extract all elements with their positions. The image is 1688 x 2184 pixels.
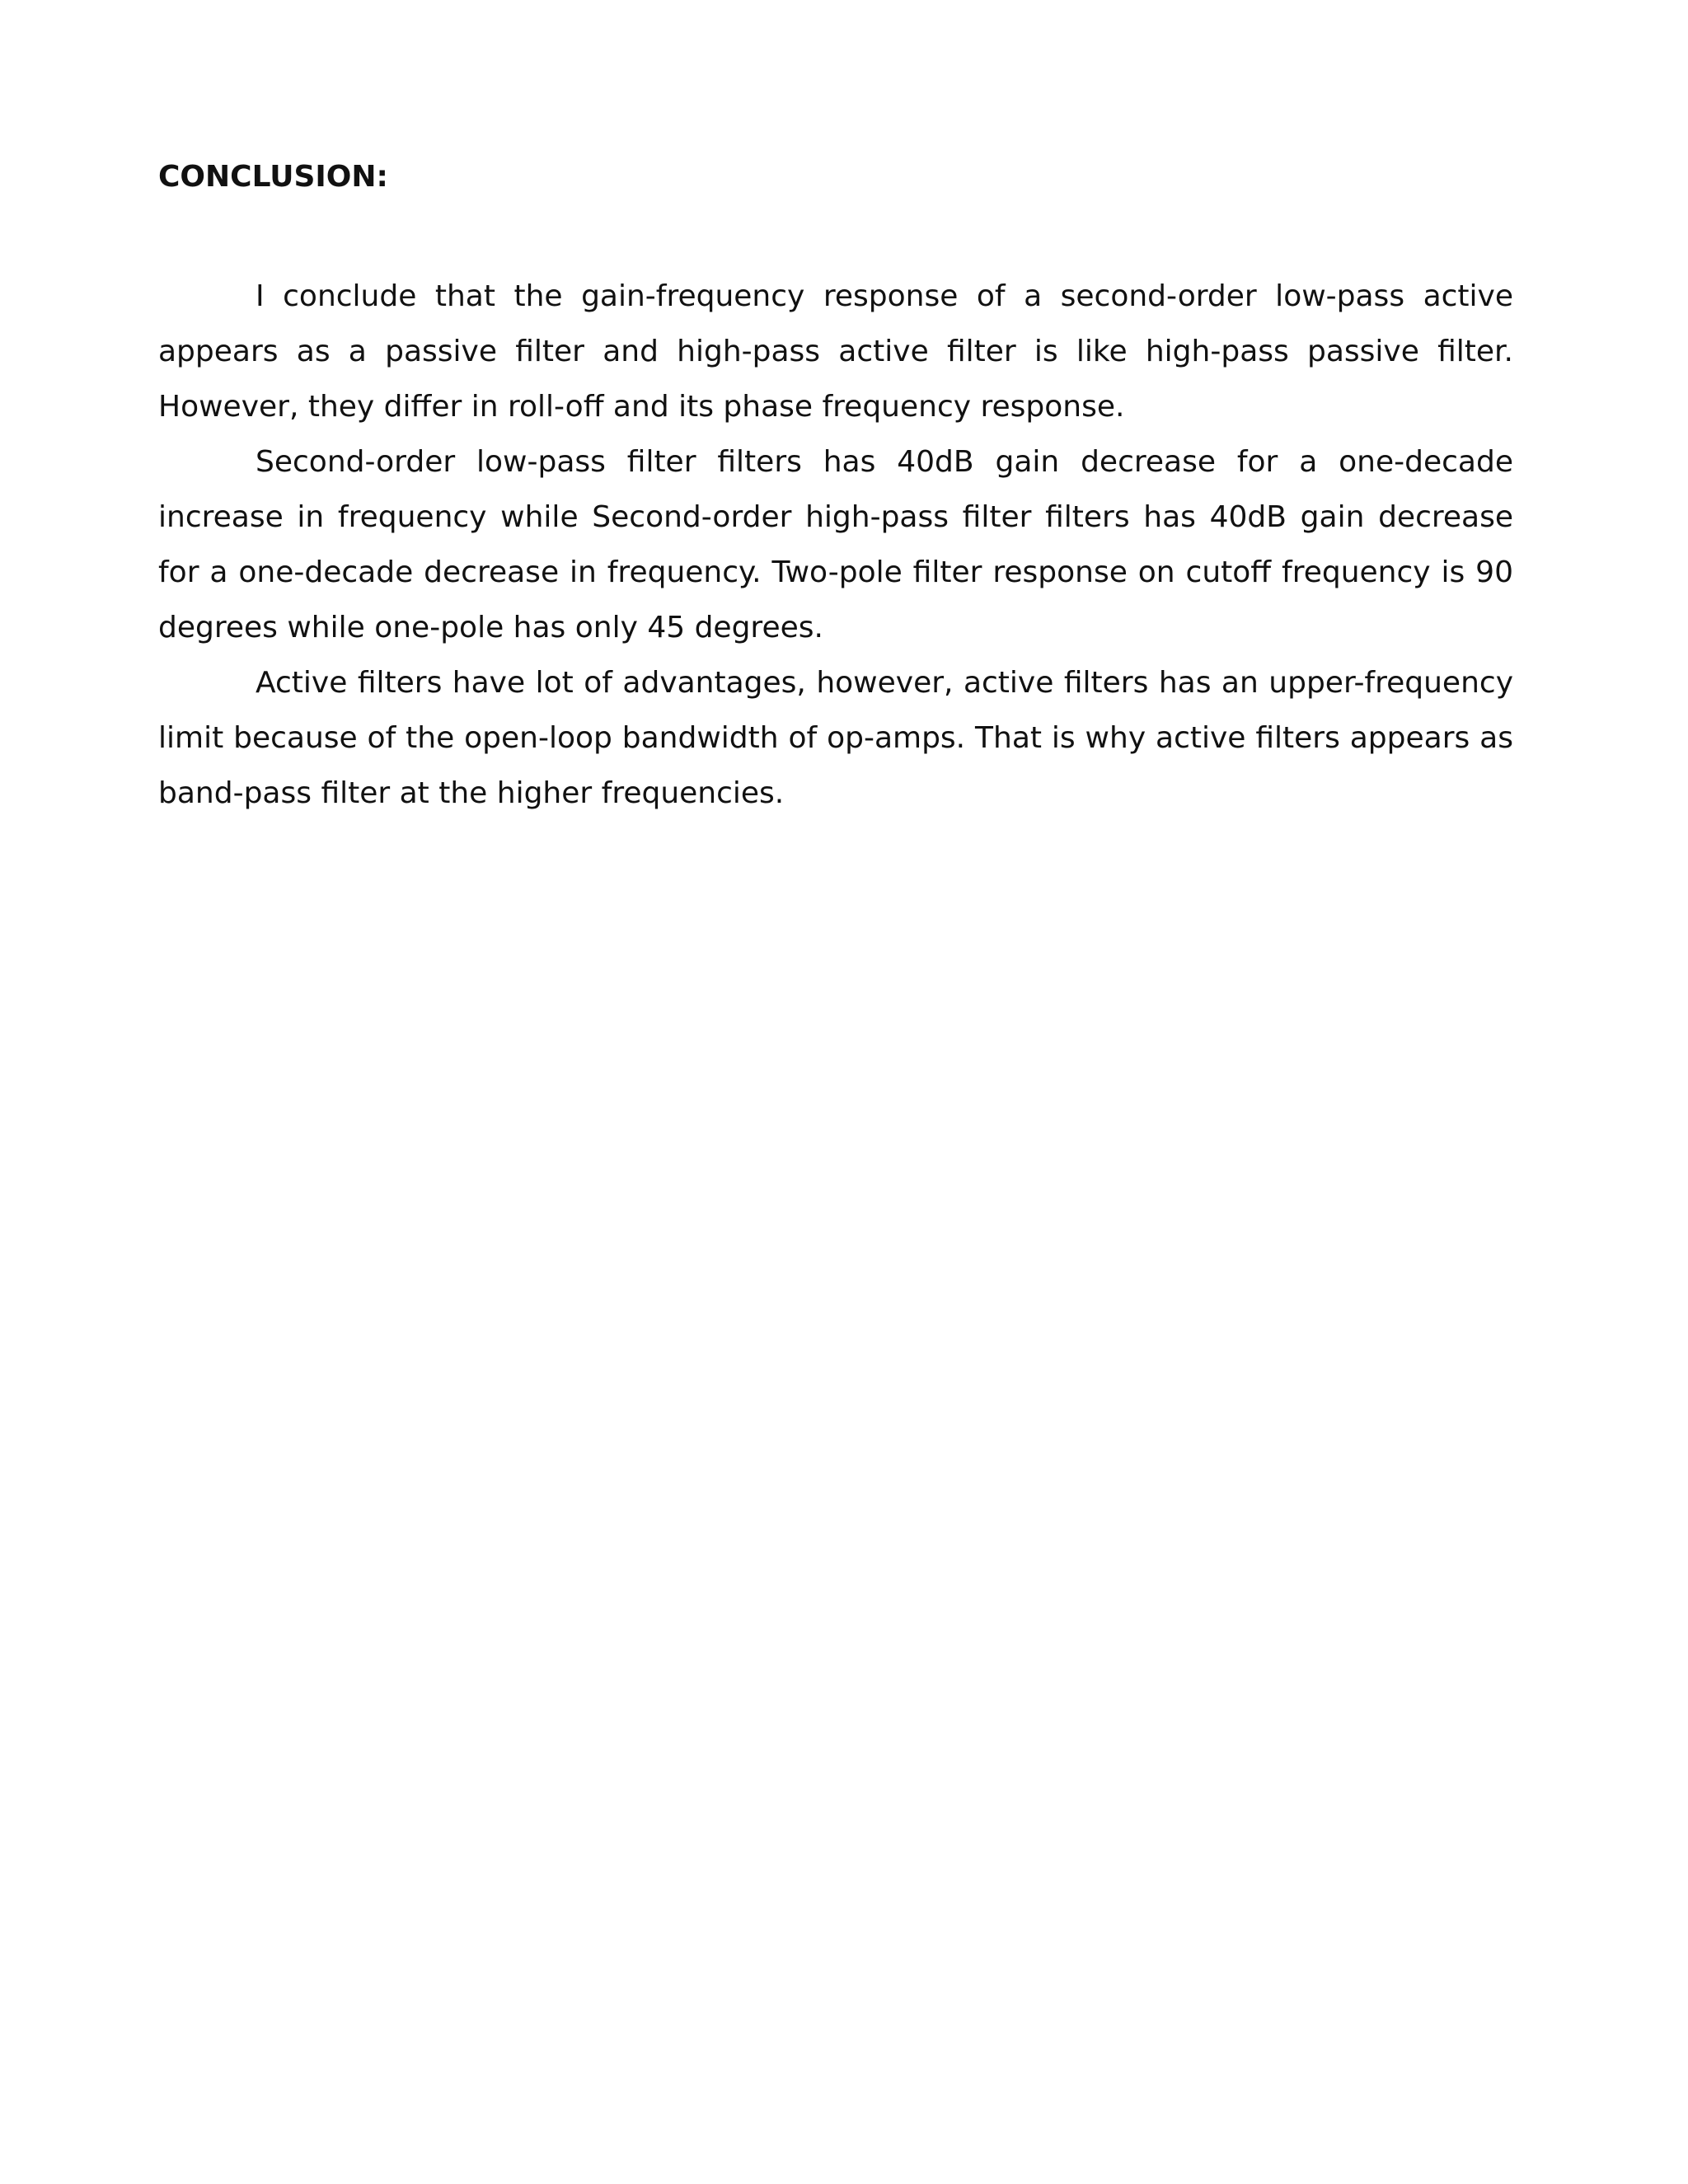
document-body	[158, 157, 1513, 821]
section-heading: CONCLUSION:	[158, 160, 388, 194]
paragraph-1: I conclude that the gain-frequency response of a second-order low-pass active appears as a passive filter and high-pass active filter is like high-pass passive filter. However, they differ in roll-off and its phase frequency response.	[158, 279, 1513, 424]
paragraph-2: Second-order low-pass filter filters has 40dB gain decrease for a one-decade increase in frequency while Second-order high-pass filter filters has 40dB gain decrease for a one-decade decrease in frequency. Two-pole filter response on cutoff frequency is 90 degrees while one-pole has only 45 degrees.	[158, 445, 1513, 644]
paragraph-3: Active filters have lot of advantages, however, active filters has an upper-frequency limit because of the open-loop bandwidth of op-amps. That is why active filters appears as band-pass filter at the higher frequencies.	[158, 666, 1513, 810]
